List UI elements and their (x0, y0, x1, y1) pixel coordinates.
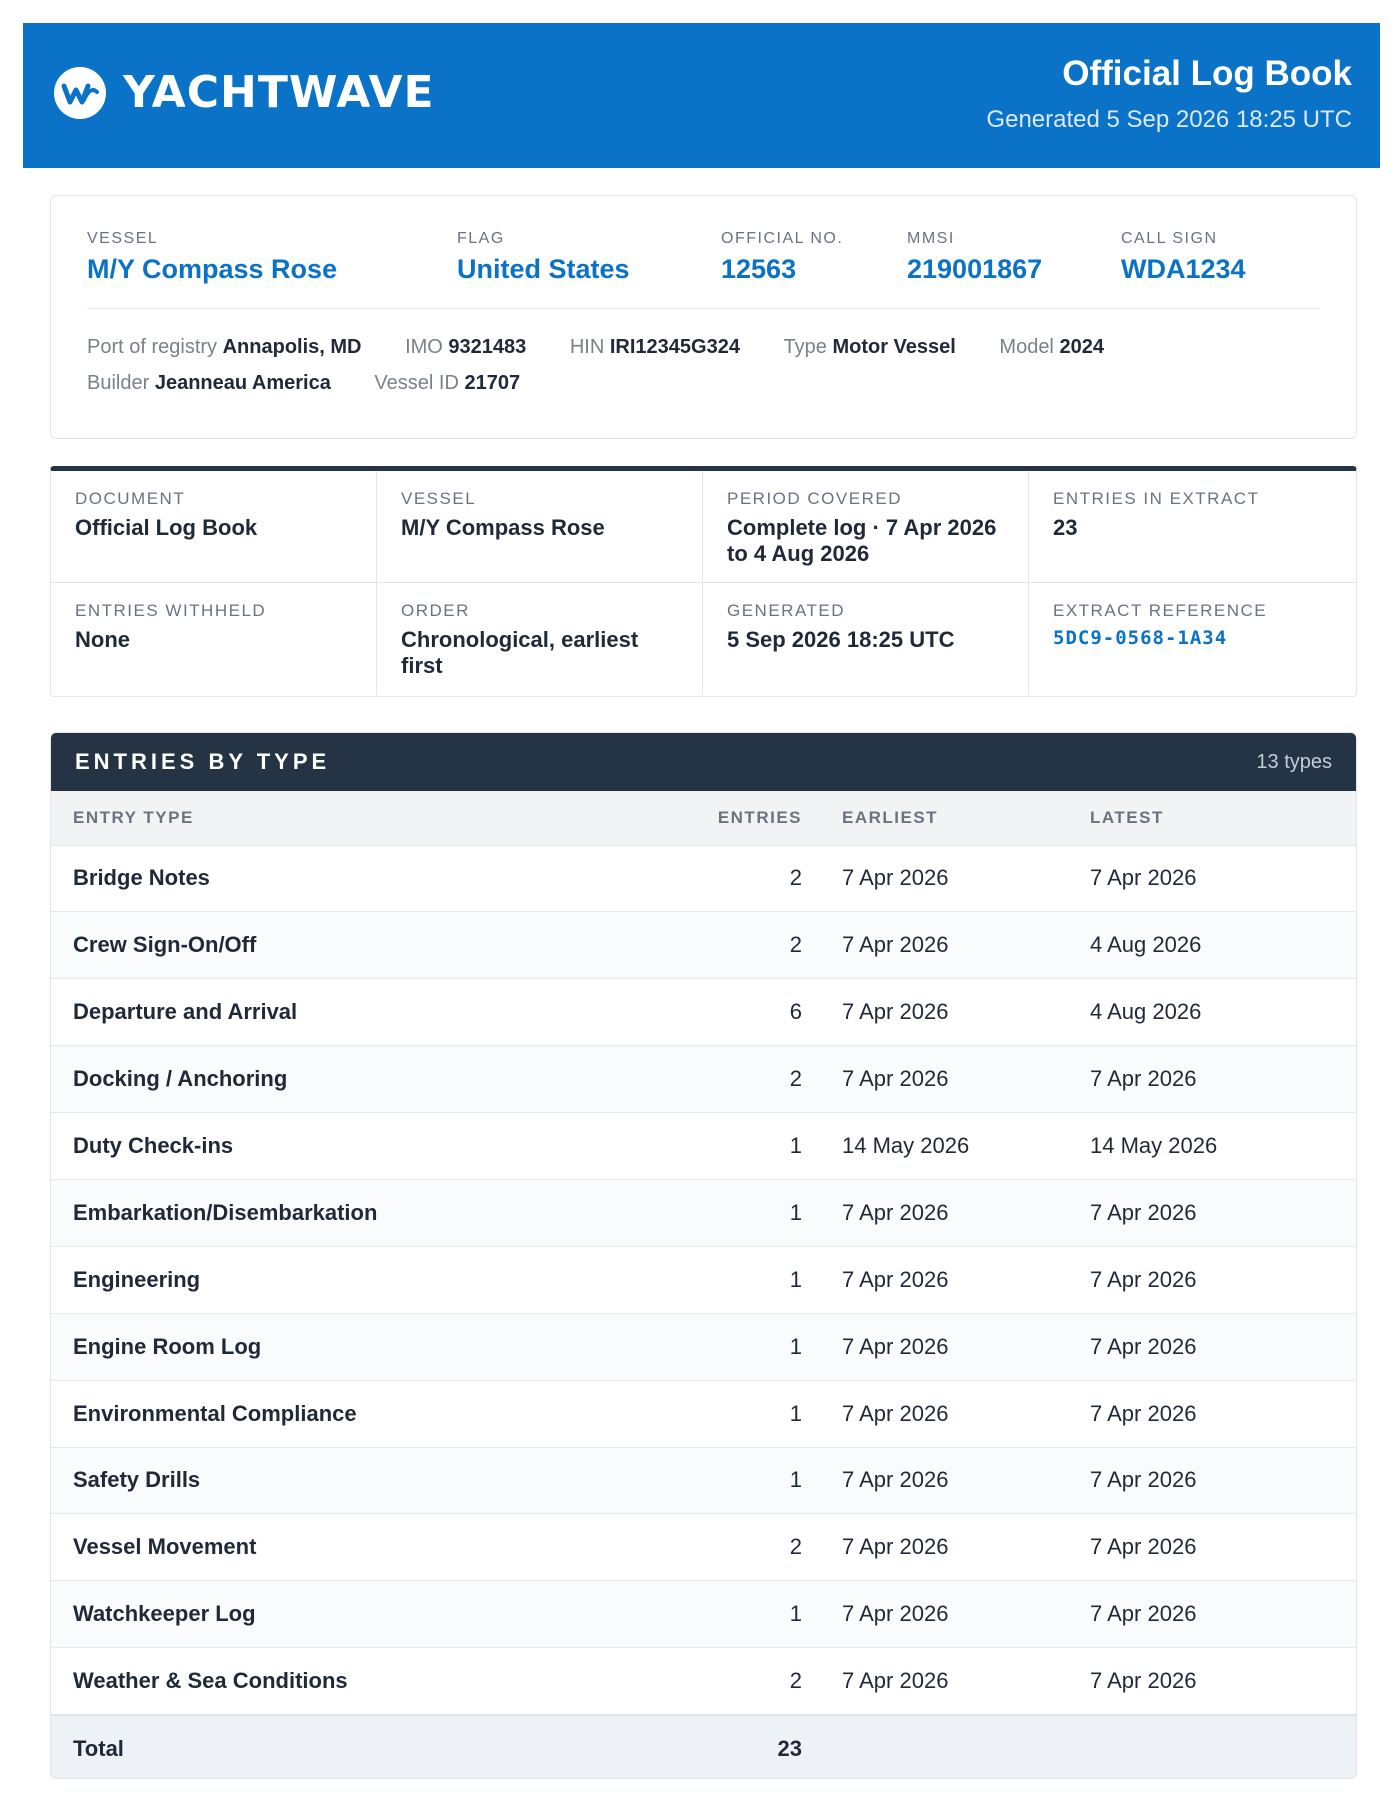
table-row (51, 1246, 1357, 1313)
summary-value: Chronological, earliest first (401, 627, 639, 679)
summary-value: M/Y Compass Rose (401, 515, 605, 540)
entries-count-cell: 2 (611, 1046, 802, 1113)
port-of-registry (87, 336, 362, 359)
earliest-date-cell: 7 Apr 2026 (802, 1648, 1090, 1715)
latest-date-cell: 14 May 2026 (1090, 1113, 1357, 1180)
extract-reference-code: 5DC9-0568-1A34 (1053, 627, 1228, 649)
earliest-date-cell: 7 Apr 2026 (802, 1380, 1090, 1447)
table-row (51, 1447, 1357, 1514)
summary-extract-reference (1029, 583, 1356, 695)
field-label: OFFICIAL NO. (721, 230, 844, 247)
vessel-details-line-1 (87, 336, 1142, 359)
latest-date-cell: 7 Apr 2026 (1090, 1246, 1357, 1313)
entry-type-cell: Weather & Sea Conditions (51, 1648, 611, 1715)
summary-label: DOCUMENT (75, 489, 186, 508)
earliest-date-cell: 7 Apr 2026 (802, 1581, 1090, 1648)
entries-count-cell: 2 (611, 912, 802, 979)
summary-period-covered (703, 471, 1029, 583)
latest-date-cell: 7 Apr 2026 (1090, 1046, 1357, 1113)
empty-cell (1090, 1715, 1357, 1779)
earliest-date-cell: 14 May 2026 (802, 1113, 1090, 1180)
column-header-earliest: EARLIEST (802, 791, 1090, 845)
table-row (51, 912, 1357, 979)
type-count: 13 types (1256, 750, 1332, 773)
summary-document (51, 471, 377, 583)
summary-label: PERIOD COVERED (727, 489, 902, 508)
generated-timestamp: Generated 5 Sep 2026 18:25 UTC (986, 106, 1352, 133)
entry-type-cell: Embarkation/Disembarkation (51, 1179, 611, 1246)
flag-field (457, 230, 630, 285)
summary-label: ENTRIES IN EXTRACT (1053, 489, 1260, 508)
call-sign-field (1121, 230, 1246, 285)
table-row (51, 1113, 1357, 1180)
detail-label: Vessel ID (374, 372, 459, 394)
entries-count-cell: 2 (611, 845, 802, 912)
total-value: 23 (611, 1715, 802, 1779)
entries-count-cell: 6 (611, 979, 802, 1046)
vessel-name-value: M/Y Compass Rose (87, 254, 338, 284)
latest-date-cell: 7 Apr 2026 (1090, 1313, 1357, 1380)
entries-count-cell: 2 (611, 1514, 802, 1581)
summary-entries-withheld (51, 583, 377, 695)
column-header-entries: ENTRIES (611, 791, 802, 845)
detail-label: Port of registry (87, 336, 218, 358)
official-number-field (721, 230, 843, 285)
entry-type-cell: Vessel Movement (51, 1514, 611, 1581)
detail-value: Jeanneau America (154, 372, 331, 394)
imo-number (405, 336, 526, 359)
entry-type-cell: Crew Sign-On/Off (51, 912, 611, 979)
summary-label: ENTRIES WITHHELD (75, 601, 267, 620)
entries-table (51, 791, 1357, 1779)
table-row (51, 1581, 1357, 1648)
earliest-date-cell: 7 Apr 2026 (802, 912, 1090, 979)
table-row (51, 845, 1357, 912)
detail-value: 2024 (1059, 336, 1104, 358)
field-label: CALL SIGN (1121, 230, 1218, 247)
summary-value: Complete log · 7 Apr 2026 to 4 Aug 2026 (727, 515, 997, 567)
latest-date-cell: 7 Apr 2026 (1090, 1380, 1357, 1447)
entries-count-cell: 1 (611, 1313, 802, 1380)
latest-date-cell: 4 Aug 2026 (1090, 979, 1357, 1046)
summary-label: EXTRACT REFERENCE (1053, 601, 1268, 620)
mmsi-value: 219001867 (907, 254, 1043, 284)
brand-logo (53, 66, 435, 120)
field-label: FLAG (457, 230, 505, 247)
column-header-entry-type: ENTRY TYPE (51, 791, 611, 845)
earliest-date-cell: 7 Apr 2026 (802, 1447, 1090, 1514)
total-row (51, 1715, 1357, 1779)
latest-date-cell: 7 Apr 2026 (1090, 1179, 1357, 1246)
summary-value: None (75, 627, 130, 652)
vessel-name-field (87, 230, 337, 285)
column-header-latest: LATEST (1090, 791, 1357, 845)
vessel-id (374, 372, 520, 395)
table-row (51, 1380, 1357, 1447)
field-label: MMSI (907, 230, 955, 247)
earliest-date-cell: 7 Apr 2026 (802, 979, 1090, 1046)
entries-count-cell: 1 (611, 1380, 802, 1447)
detail-label: Builder (87, 372, 150, 394)
table-row (51, 1179, 1357, 1246)
latest-date-cell: 7 Apr 2026 (1090, 1648, 1357, 1715)
detail-value: 9321483 (448, 336, 527, 358)
entries-count-cell: 1 (611, 1447, 802, 1514)
latest-date-cell: 7 Apr 2026 (1090, 1447, 1357, 1514)
entry-type-cell: Environmental Compliance (51, 1380, 611, 1447)
earliest-date-cell: 7 Apr 2026 (802, 1179, 1090, 1246)
summary-value: 5 Sep 2026 18:25 UTC (727, 627, 955, 652)
entry-type-cell: Departure and Arrival (51, 979, 611, 1046)
brand-name: YACHTWAVE (123, 67, 435, 118)
hin-number (570, 336, 740, 359)
detail-value: IRI12345G324 (609, 336, 740, 358)
entry-type-cell: Engine Room Log (51, 1313, 611, 1380)
table-row (51, 1514, 1357, 1581)
section-header (51, 733, 1356, 791)
field-label: VESSEL (87, 230, 159, 247)
table-row (51, 1648, 1357, 1715)
detail-value: Annapolis, MD (222, 336, 362, 358)
summary-value: 23 (1053, 515, 1078, 540)
earliest-date-cell: 7 Apr 2026 (802, 1514, 1090, 1581)
vessel-type (784, 336, 956, 359)
vessel-model (999, 336, 1104, 359)
table-header-row (51, 791, 1357, 845)
page-header (23, 23, 1380, 168)
vessel-info-card (50, 195, 1357, 439)
total-label: Total (51, 1715, 611, 1779)
extract-summary-card (50, 466, 1357, 697)
summary-entries-in-extract (1029, 471, 1356, 583)
empty-cell (802, 1715, 1090, 1779)
summary-label: VESSEL (401, 489, 477, 508)
latest-date-cell: 7 Apr 2026 (1090, 1514, 1357, 1581)
entry-type-cell: Bridge Notes (51, 845, 611, 912)
earliest-date-cell: 7 Apr 2026 (802, 1246, 1090, 1313)
divider (87, 308, 1320, 309)
earliest-date-cell: 7 Apr 2026 (802, 845, 1090, 912)
table-row (51, 1313, 1357, 1380)
call-sign-value: WDA1234 (1121, 254, 1246, 284)
earliest-date-cell: 7 Apr 2026 (802, 1313, 1090, 1380)
entry-type-cell: Duty Check-ins (51, 1113, 611, 1180)
detail-label: HIN (569, 336, 605, 358)
section-title: ENTRIES BY TYPE (75, 749, 331, 774)
entry-type-cell: Engineering (51, 1246, 611, 1313)
detail-label: Model (999, 336, 1054, 358)
entries-count-cell: 1 (611, 1113, 802, 1180)
entries-count-cell: 1 (611, 1246, 802, 1313)
summary-vessel (377, 471, 703, 583)
builder (87, 372, 331, 395)
detail-label: Type (783, 336, 827, 358)
detail-label: IMO (405, 336, 443, 358)
entry-type-cell: Docking / Anchoring (51, 1046, 611, 1113)
mmsi-field (907, 230, 1042, 285)
summary-label: ORDER (401, 601, 470, 620)
document-title: Official Log Book (1062, 54, 1352, 93)
summary-order (377, 583, 703, 695)
latest-date-cell: 4 Aug 2026 (1090, 912, 1357, 979)
summary-generated (703, 583, 1029, 695)
entries-by-type-card (50, 732, 1357, 1779)
entry-type-cell: Safety Drills (51, 1447, 611, 1514)
table-row (51, 979, 1357, 1046)
entries-count-cell: 1 (611, 1179, 802, 1246)
table-row (51, 1046, 1357, 1113)
latest-date-cell: 7 Apr 2026 (1090, 1581, 1357, 1648)
detail-value: Motor Vessel (832, 336, 956, 358)
yachtwave-logo-icon (53, 66, 107, 120)
latest-date-cell: 7 Apr 2026 (1090, 845, 1357, 912)
entries-count-cell: 2 (611, 1648, 802, 1715)
earliest-date-cell: 7 Apr 2026 (802, 1046, 1090, 1113)
entry-type-cell: Watchkeeper Log (51, 1581, 611, 1648)
summary-value: Official Log Book (75, 515, 258, 540)
flag-value: United States (457, 254, 630, 284)
entries-count-cell: 1 (611, 1581, 802, 1648)
detail-value: 21707 (464, 372, 521, 394)
official-number-value: 12563 (721, 254, 797, 284)
vessel-details-line-2 (87, 372, 558, 395)
summary-label: GENERATED (727, 601, 846, 620)
